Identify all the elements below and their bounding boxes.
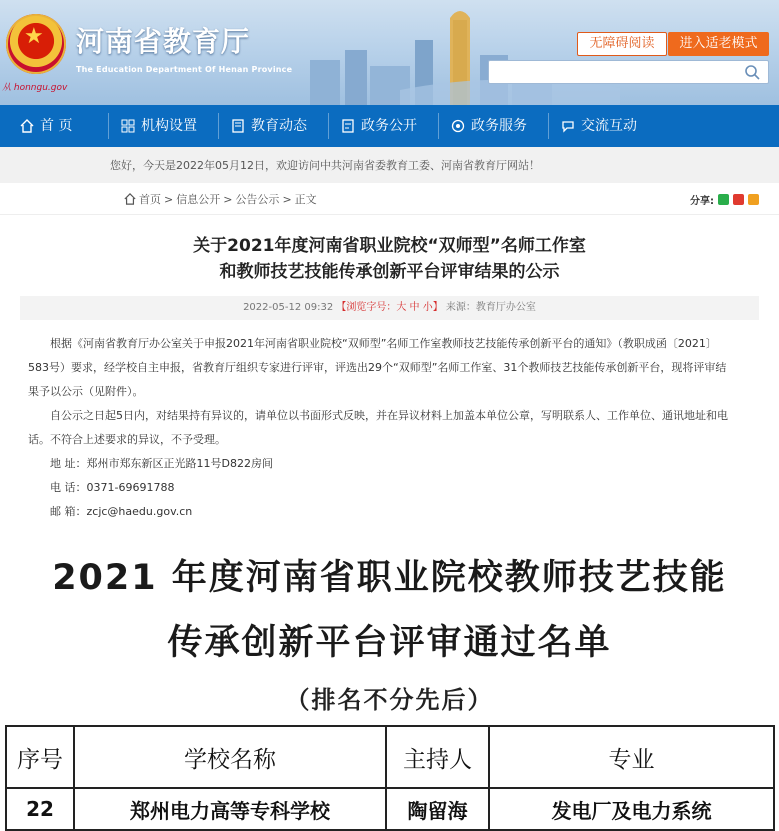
elderly-mode-button[interactable]: 进入适老模式 bbox=[668, 32, 769, 56]
breadcrumb-bar bbox=[0, 183, 779, 215]
table-cell: 陶留海 bbox=[386, 788, 489, 830]
nav-item-home[interactable] bbox=[20, 105, 72, 147]
site-subtitle: The Education Department Of Henan Province bbox=[76, 65, 293, 74]
nav-item-news[interactable] bbox=[231, 105, 307, 147]
article-source: 来源：教育厅办公室 bbox=[445, 302, 536, 313]
column-header: 学校名称 bbox=[74, 726, 386, 788]
interact-icon bbox=[561, 119, 575, 133]
nav-label: 教育动态 bbox=[251, 118, 307, 134]
qzone-share-icon[interactable] bbox=[748, 194, 759, 205]
column-header: 序号 bbox=[6, 726, 74, 788]
nav-label: 政务公开 bbox=[361, 118, 417, 134]
nav-divider bbox=[108, 113, 109, 139]
nav-label: 首 页 bbox=[40, 118, 73, 134]
nav-item-gov-service[interactable] bbox=[451, 105, 527, 147]
search-icon[interactable] bbox=[744, 64, 760, 80]
national-emblem-icon: ★ bbox=[6, 14, 66, 74]
wechat-share-icon[interactable] bbox=[718, 194, 729, 205]
attachment-title-line1: 2021 年度河南省职业院校教师技艺技能 bbox=[52, 558, 727, 598]
nav-label: 政务服务 bbox=[471, 118, 527, 134]
news-icon bbox=[231, 119, 245, 133]
paragraph-line: 583号）要求，经学校自主申报，省教育厅组织专家进行评审，评选出29个“双师型”名师工作室、31个教师技艺技能传承创新平台，现将评审结 bbox=[28, 361, 727, 374]
table-row bbox=[6, 788, 774, 830]
accessible-reading-button[interactable]: 无障碍阅读 bbox=[577, 32, 667, 56]
attachment-note: （排名不分先后） bbox=[285, 685, 494, 714]
breadcrumb-link[interactable]: 信息公开 bbox=[176, 193, 221, 206]
nav-label: 交流互动 bbox=[581, 118, 637, 134]
nav-divider bbox=[438, 113, 439, 139]
site-header bbox=[0, 0, 779, 105]
site-title[interactable]: 河南省教育厅 bbox=[76, 25, 251, 58]
welcome-text: 您好，今天是2022年05月12日，欢迎访问中共河南省委教育工委、河南省教育厅网站！ bbox=[110, 159, 540, 172]
weibo-share-icon[interactable] bbox=[733, 194, 744, 205]
doc-icon bbox=[341, 119, 355, 133]
breadcrumb-link[interactable]: 首页 bbox=[139, 193, 161, 206]
attachment-title-line2: 传承创新平台评审通过名单 bbox=[167, 623, 612, 663]
org-icon bbox=[121, 119, 135, 133]
nav-item-org[interactable] bbox=[121, 105, 197, 147]
emblem-caption: 从 honngu.gov bbox=[2, 83, 68, 93]
article-title-line: 和教师技艺技能传承创新平台评审结果的公示 bbox=[219, 262, 560, 282]
breadcrumb-current: 正文 bbox=[294, 193, 317, 206]
home-icon bbox=[124, 193, 136, 205]
breadcrumb-link[interactable]: 公告公示 bbox=[235, 193, 280, 206]
paragraph-line: 根据《河南省教育厅办公室关于申报2021年河南省职业院校“双师型”名师工作室教师技艺技能传承创新平台的通知》（教职成函〔2021〕 bbox=[50, 337, 717, 350]
nav-item-gov-open[interactable] bbox=[341, 105, 417, 147]
contact-address: 地 址：郑州市郑东新区正光路11号D822房间 bbox=[50, 457, 273, 470]
paragraph-line: 果予以公示（见附件）。 bbox=[28, 385, 144, 398]
contact-email: 邮 箱：zcjc@haedu.gov.cn bbox=[50, 505, 193, 518]
article-body bbox=[28, 332, 756, 524]
table-header-row bbox=[6, 726, 774, 788]
column-header: 主持人 bbox=[386, 726, 489, 788]
home-icon bbox=[20, 119, 34, 133]
service-icon bbox=[451, 119, 465, 133]
table-cell: 22 bbox=[6, 788, 74, 830]
nav-label: 机构设置 bbox=[141, 118, 197, 134]
share-label: 分享: bbox=[690, 196, 714, 207]
results-table bbox=[5, 725, 775, 831]
article-title-line: 关于2021年度河南省职业院校“双师型”名师工作室 bbox=[193, 236, 586, 256]
article-meta bbox=[20, 296, 759, 320]
search-box bbox=[488, 60, 769, 84]
search-input[interactable] bbox=[489, 61, 734, 83]
contact-phone: 电 话：0371-69691788 bbox=[50, 481, 175, 494]
publish-date: 2022-05-12 09:32 bbox=[243, 302, 334, 313]
main-nav bbox=[0, 105, 779, 147]
nav-divider bbox=[328, 113, 329, 139]
table-cell: 发电厂及电力系统 bbox=[489, 788, 774, 830]
paragraph-line: 话。不符合上述要求的异议，不予受理。 bbox=[28, 433, 226, 446]
column-header: 专业 bbox=[489, 726, 774, 788]
nav-item-interact[interactable] bbox=[561, 105, 637, 147]
welcome-strip bbox=[0, 147, 779, 183]
table-cell: 郑州电力高等专科学校 bbox=[74, 788, 386, 830]
nav-divider bbox=[548, 113, 549, 139]
nav-divider bbox=[218, 113, 219, 139]
article-title bbox=[0, 233, 779, 285]
font-size-switcher[interactable]: 【浏览字号：大 中 小】 bbox=[336, 302, 443, 313]
breadcrumb: 首页 > 信息公开 > 公告公示 > 正文 bbox=[124, 191, 317, 207]
share-bar bbox=[690, 192, 759, 207]
paragraph-line: 自公示之日起5日内，对结果持有异议的，请单位以书面形式反映，并在异议材料上加盖本单位公章，写明联系人、工作单位、通讯地址和电 bbox=[50, 409, 728, 422]
